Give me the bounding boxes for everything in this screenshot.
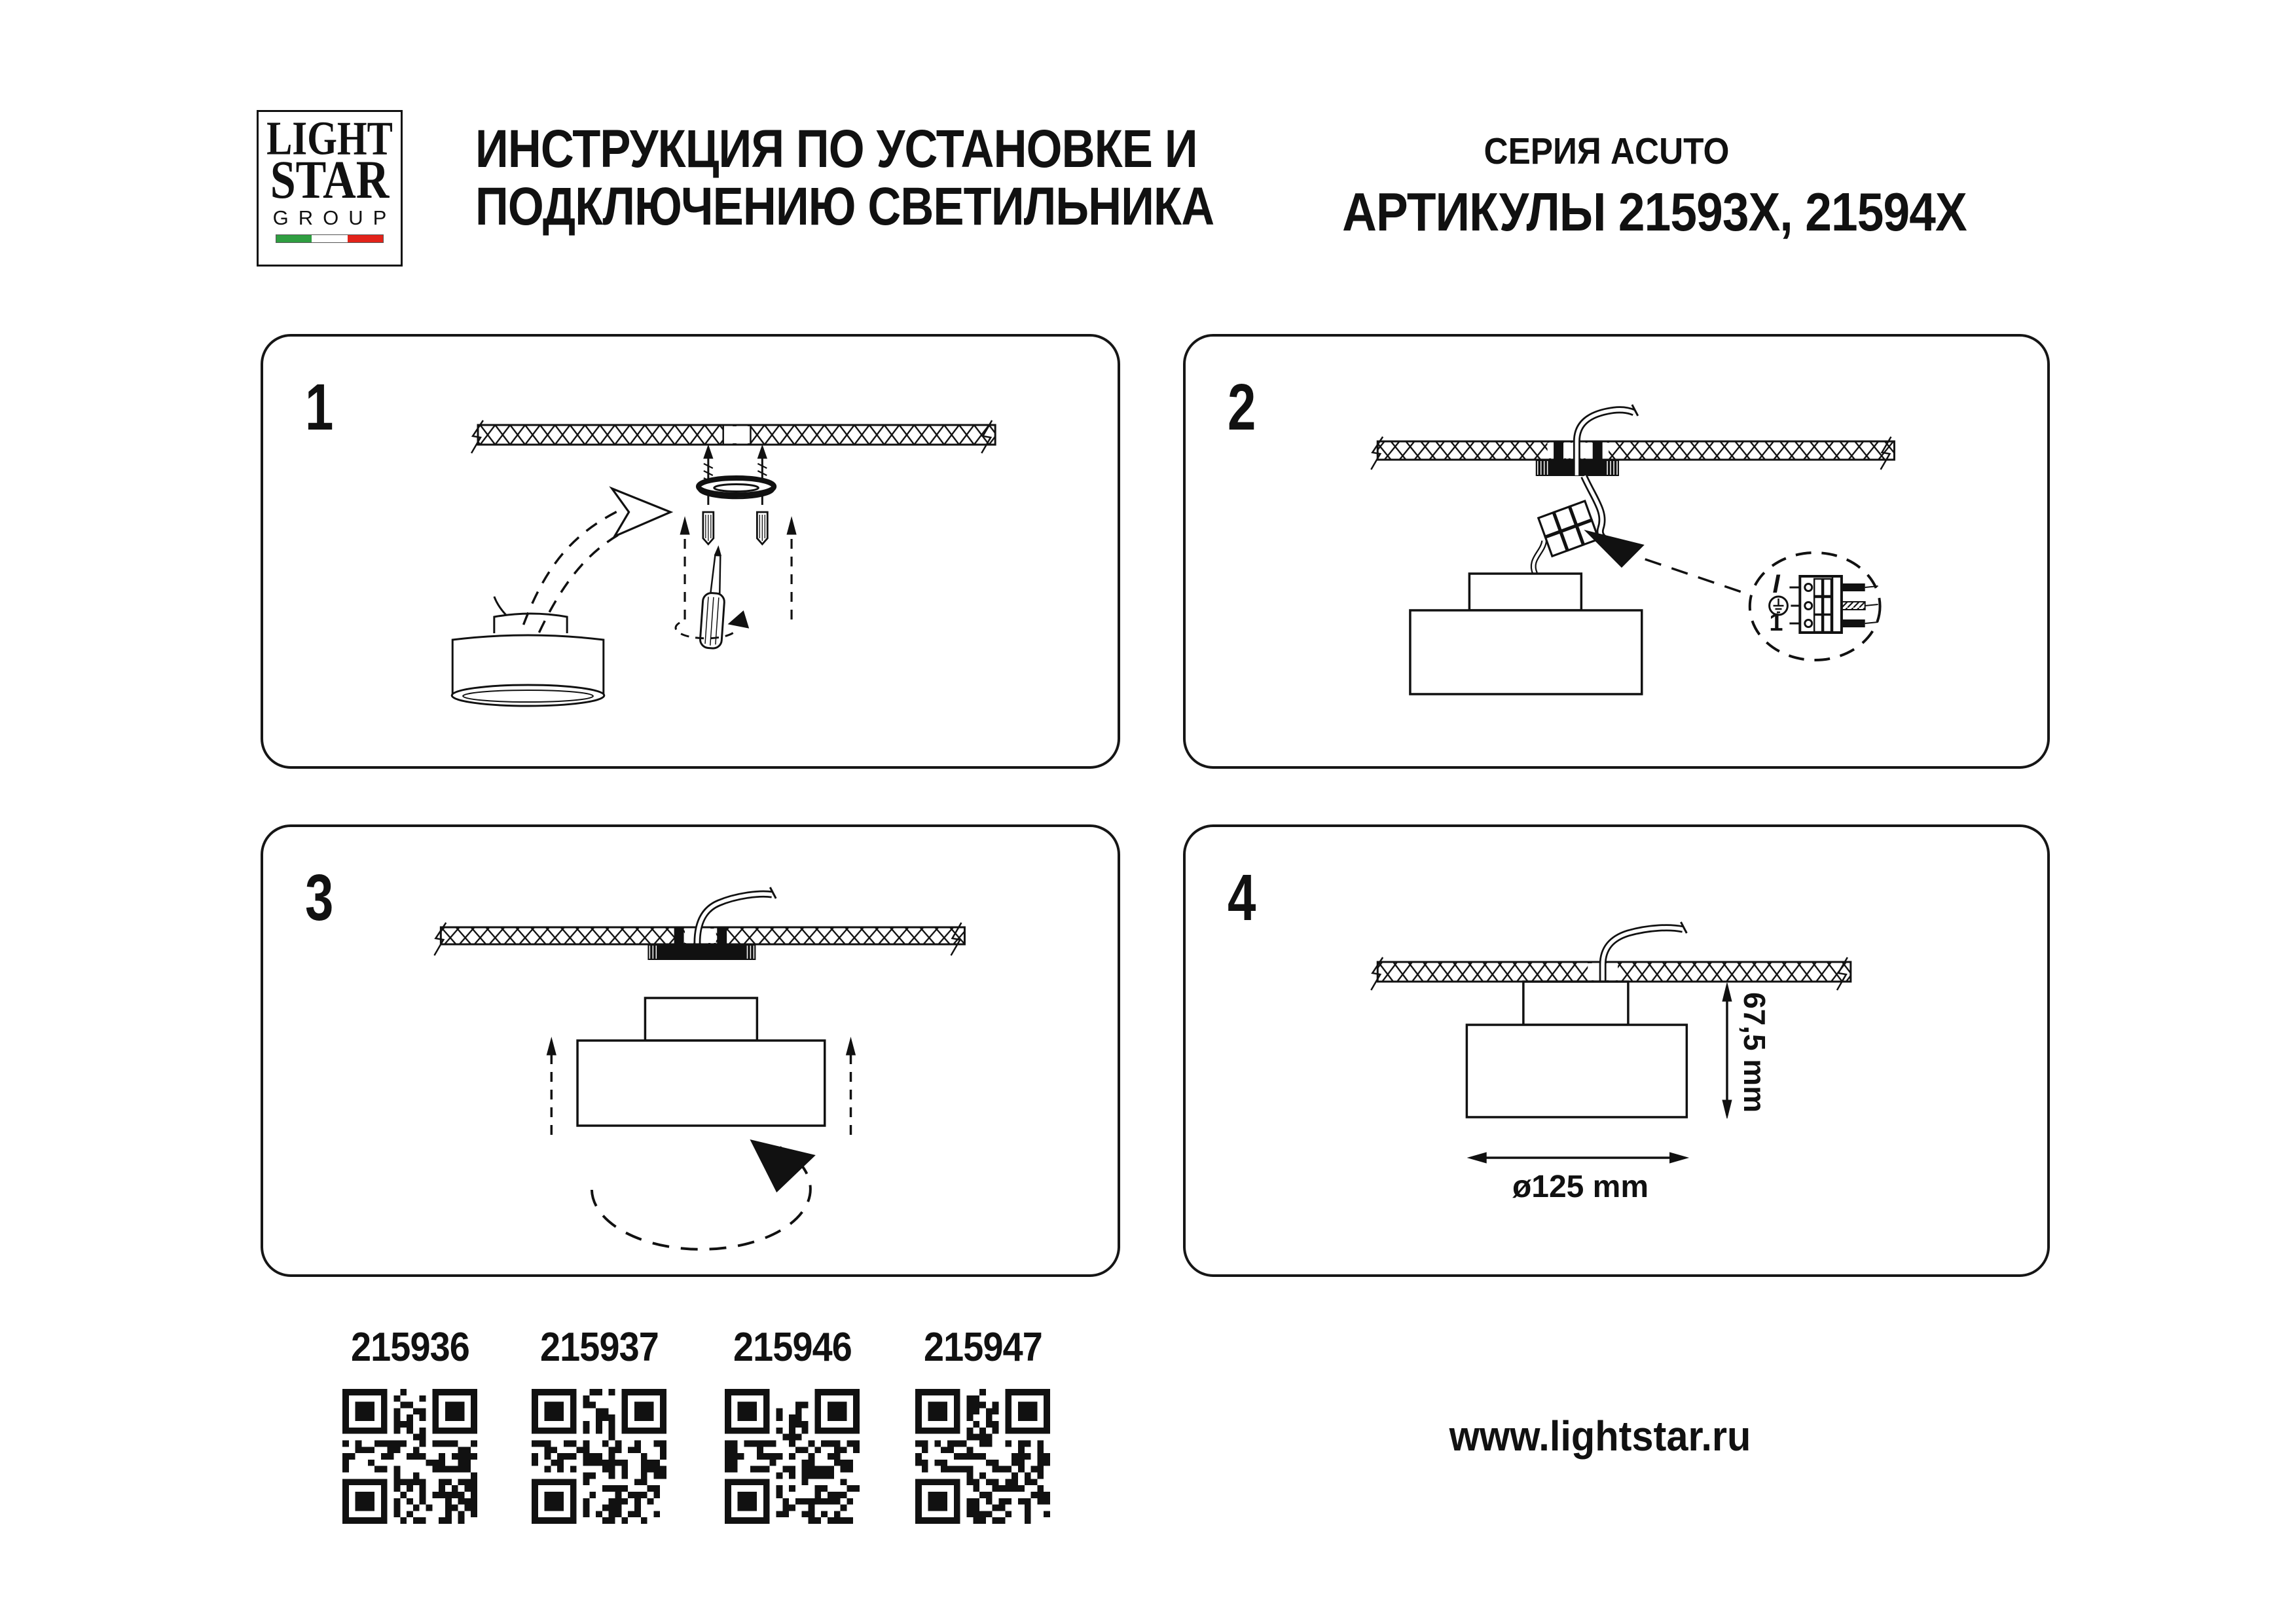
qr-code	[915, 1389, 1050, 1524]
lift-curved-arrow	[524, 489, 671, 633]
flag-white-segment	[312, 235, 347, 242]
logo-word-light: LIGHT	[266, 111, 393, 165]
lamp-body	[577, 998, 825, 1126]
step-2-number: 2	[1228, 371, 1256, 444]
diameter-dimension-label: ø125 mm	[1512, 1170, 1649, 1204]
height-dimension-label: 67,5 mm	[1738, 992, 1772, 1113]
website-url: www.lightstar.ru	[1449, 1412, 1751, 1460]
qr-code	[342, 1389, 477, 1524]
step-3-diagram	[263, 827, 1118, 1274]
articles-label: АРТИКУЛЫ 21593X, 21594X	[1342, 181, 1967, 242]
page-title	[475, 119, 1214, 236]
screwdriver	[700, 545, 729, 649]
page-title-line-2: ПОДКЛЮЧЕНИЮ СВЕТИЛЬНИКА	[475, 177, 1214, 236]
terminal-label-neutral: 1	[1769, 609, 1783, 637]
lamp-wire	[1533, 541, 1544, 574]
article-code: 215947	[923, 1325, 1042, 1370]
qr-code	[532, 1389, 666, 1524]
step-4-panel	[1183, 824, 2050, 1277]
mounting-plate	[647, 944, 756, 960]
terminal-connector	[1539, 501, 1645, 568]
article-block	[719, 1324, 866, 1527]
ceiling-section	[1371, 437, 1894, 470]
step-1-panel	[261, 334, 1120, 769]
ceiling-section	[471, 420, 995, 453]
article-block	[337, 1324, 483, 1527]
height-dimension	[1722, 983, 1732, 1118]
article-code: 215946	[733, 1325, 852, 1370]
lamp-body	[1467, 982, 1686, 1117]
step-3-panel	[261, 824, 1120, 1277]
flag-green-segment	[276, 235, 312, 242]
step-2-panel	[1183, 334, 2050, 769]
magnifier-detail	[1750, 553, 1880, 660]
mounting-ring	[699, 478, 774, 498]
page-title-line-1: ИНСТРУКЦИЯ ПО УСТАНОВКЕ И	[475, 119, 1197, 179]
article-block	[909, 1324, 1056, 1527]
logo-word-star: STAR	[270, 150, 390, 210]
article-block	[526, 1324, 672, 1527]
lightstar-logo	[257, 110, 403, 267]
diameter-dimension	[1468, 1153, 1688, 1163]
step-1-number: 1	[305, 371, 334, 444]
step-1-diagram	[263, 337, 1118, 766]
lamp-body	[1410, 574, 1642, 694]
qr-code	[725, 1389, 860, 1524]
italian-flag-icon	[276, 234, 384, 243]
step-4-number: 4	[1228, 861, 1256, 934]
step-4-diagram	[1186, 827, 2047, 1274]
flag-red-segment	[348, 235, 383, 242]
push-up-arrows	[680, 517, 796, 619]
step-2-diagram	[1186, 337, 2047, 766]
article-code: 215936	[350, 1325, 469, 1370]
magnifier-leader-line	[1645, 559, 1749, 595]
logo-word-group: GROUP	[272, 206, 397, 229]
rotate-arrow	[592, 1139, 816, 1249]
step-3-number: 3	[305, 861, 334, 934]
terminal-label-line: I	[1772, 570, 1780, 599]
article-code: 215937	[539, 1325, 659, 1370]
series-label: СЕРИЯ ACUTO	[1484, 130, 1730, 172]
